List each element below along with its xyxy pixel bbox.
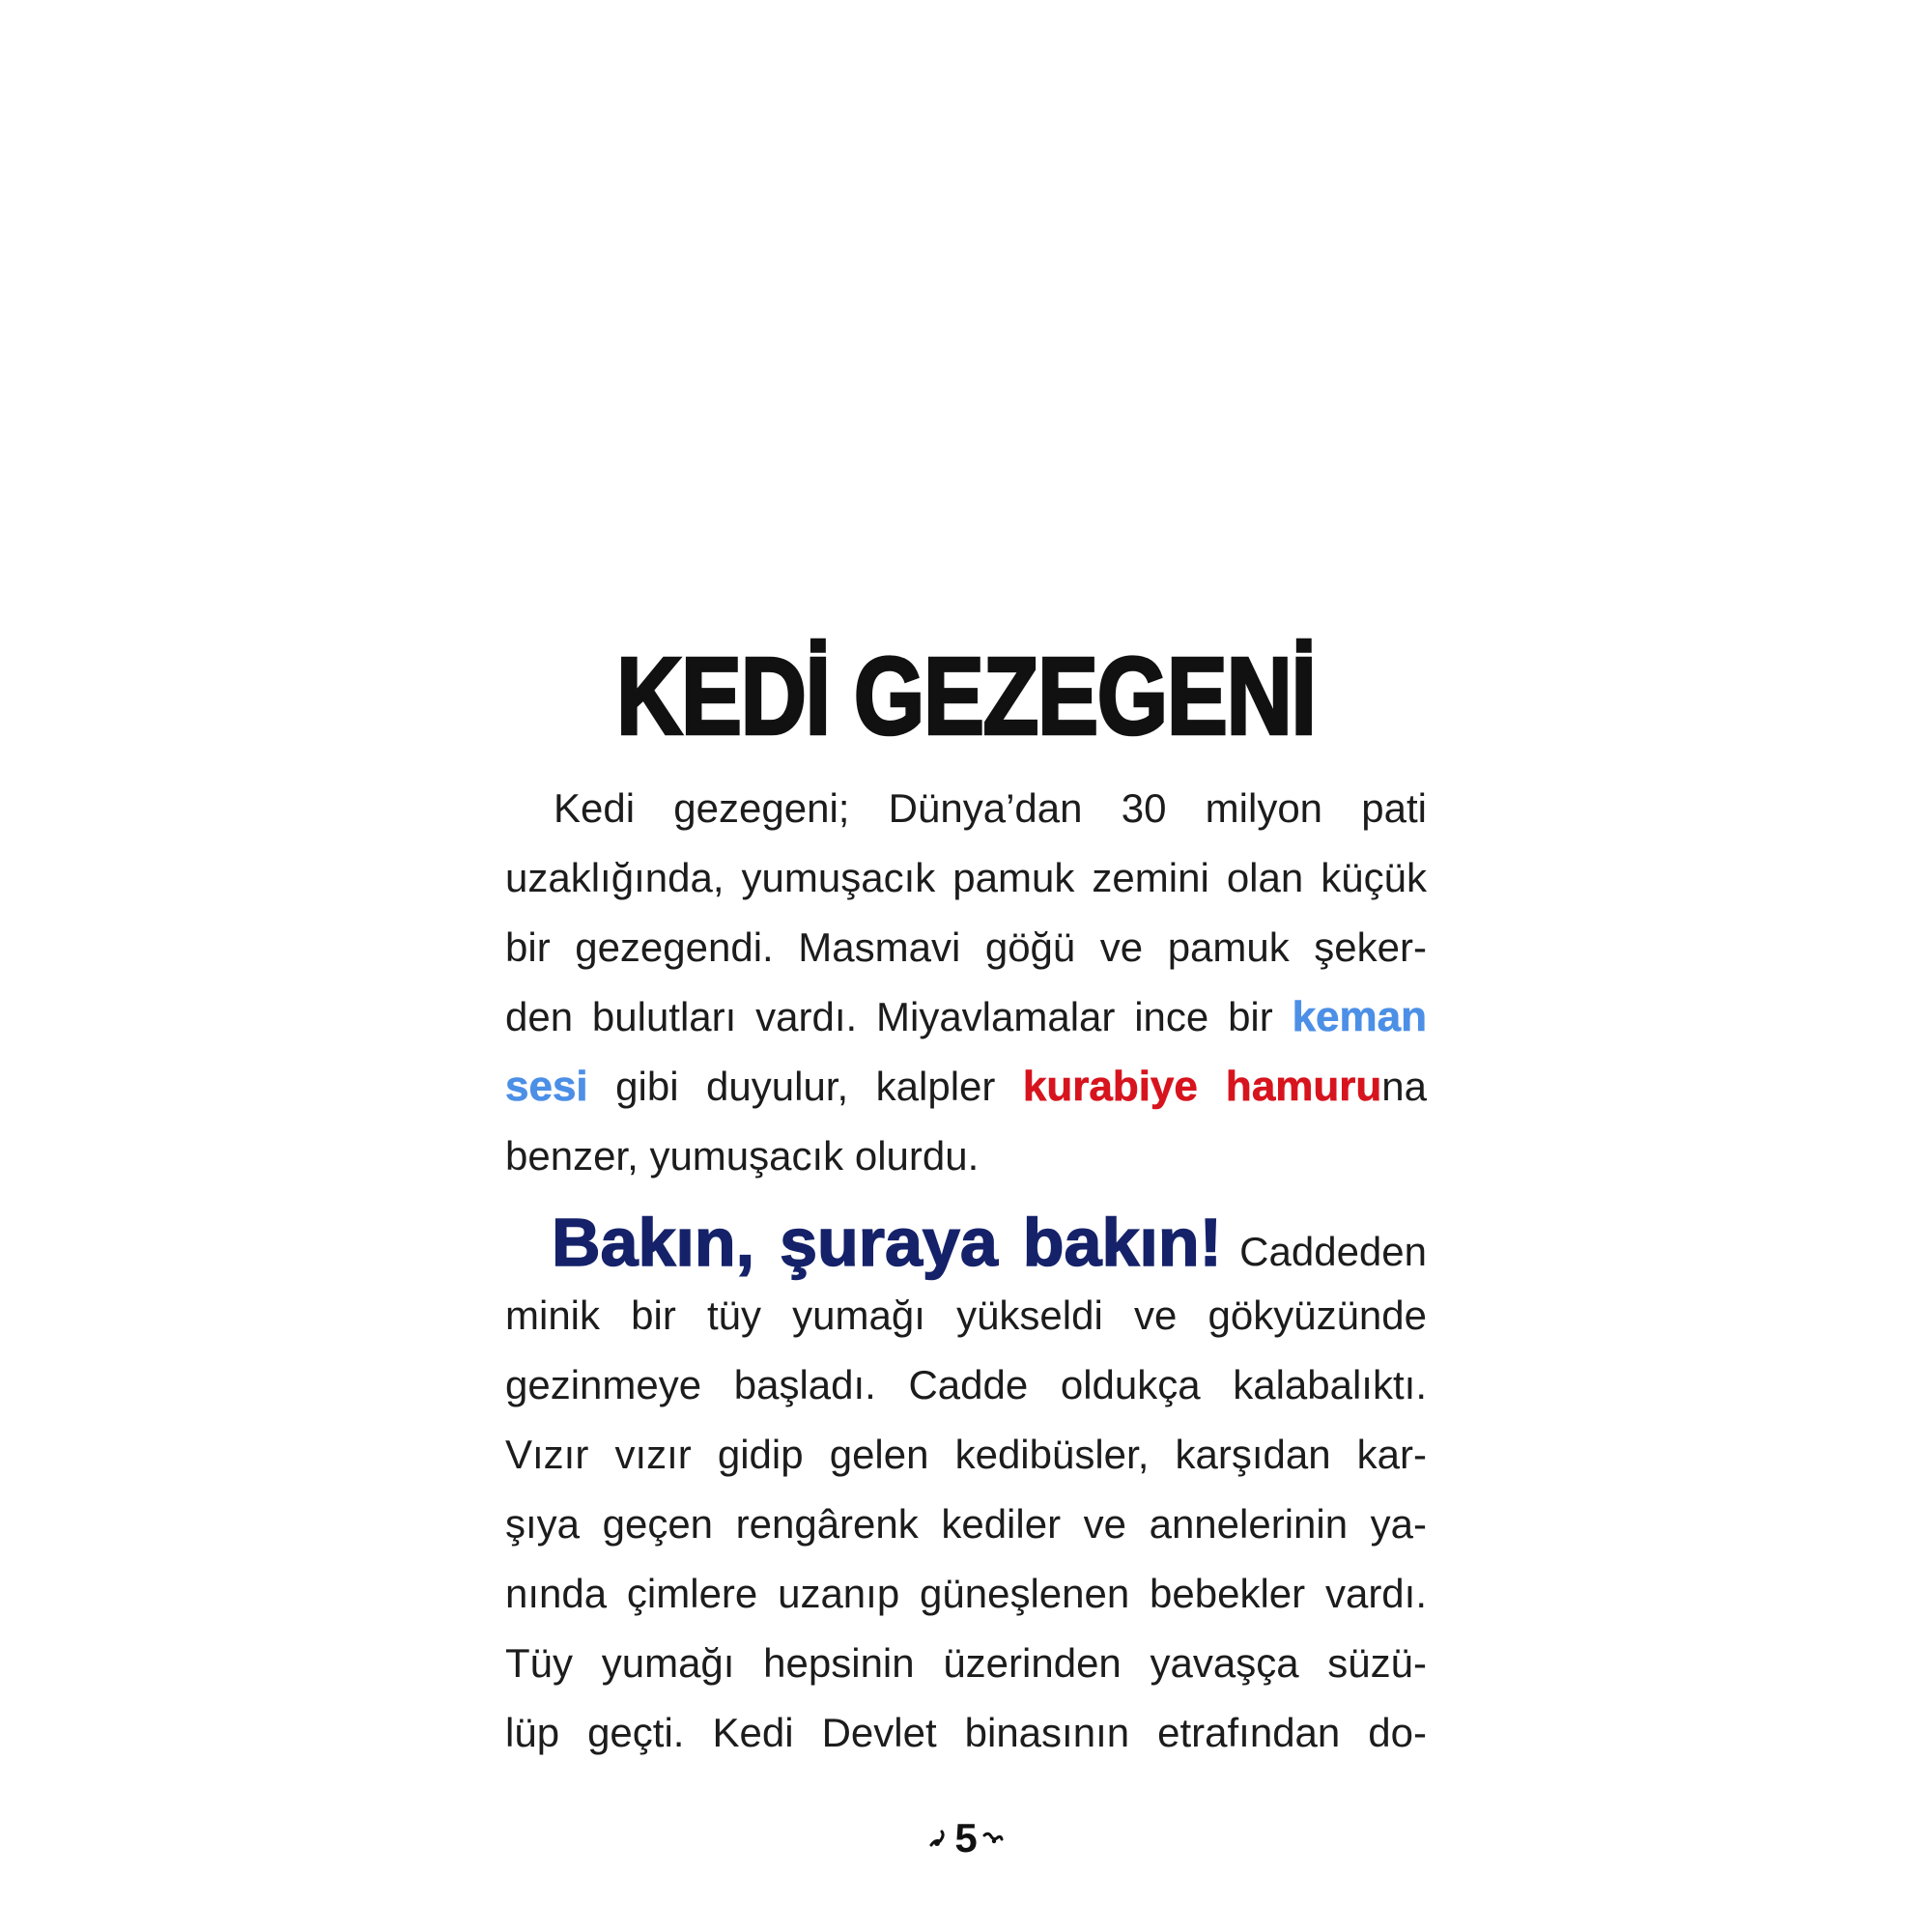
text-line: uzaklığında, yumuşacık pamuk zemini olan küçük [505,855,1427,900]
text-line: Kedi gezegeni; Dünya’dan 30 milyon pati [554,785,1427,831]
highlighted-word-blue: sesi [505,1063,588,1110]
text-line [505,1052,1427,1122]
paragraph [505,1191,1427,1768]
text-line: benzer, yumuşacık olurdu. [505,1133,980,1179]
chapter-title: KEDİ GEZEGENİ [616,635,1316,757]
text-line: Vızır vızır gidip gelen kedibüsler, karşıdan kar- [505,1432,1427,1477]
text-line: Tüy yumağı hepsinin üzerinden yavaşça süzü- [505,1640,1427,1686]
text-line [505,1191,1427,1281]
text-line [505,982,1427,1052]
text-segment: na [1381,1064,1428,1109]
body-text [505,774,1427,1768]
text-line: bir gezegendi. Masmavi göğü ve pamuk şeker- [505,924,1427,970]
highlighted-word-blue: keman [1292,993,1427,1040]
text-line: şıya geçen rengârenk kediler ve annelerinin ya- [505,1501,1427,1547]
text-line: lüp geçti. Kedi Devlet binasının etrafından do- [505,1710,1427,1755]
text-line: nında çimlere uzanıp güneşlenen bebekler vardı. [505,1571,1427,1616]
highlighted-phrase-red: kurabiye hamuru [1022,1063,1382,1110]
text-segment: den bulutları vardı. Miyavlamalar ince bir [505,994,1273,1039]
text-line: gezinmeye başladı. Cadde oldukça kalabalıktı. [505,1362,1427,1407]
page-number: 5 [954,1815,978,1861]
flourish-right-icon [981,1827,1005,1850]
flourish-left-icon [927,1827,951,1850]
text-segment: Caddeden [1239,1229,1428,1274]
paragraph [505,774,1427,1191]
text-segment: gibi duyulur, kalpler [615,1064,996,1109]
page-number-footer [0,1812,1932,1864]
exclamation-phrase: Bakın, şuraya bakın! [552,1205,1222,1280]
text-line: minik bir tüy yumağı yükseldi ve gökyüzünde [505,1293,1427,1338]
